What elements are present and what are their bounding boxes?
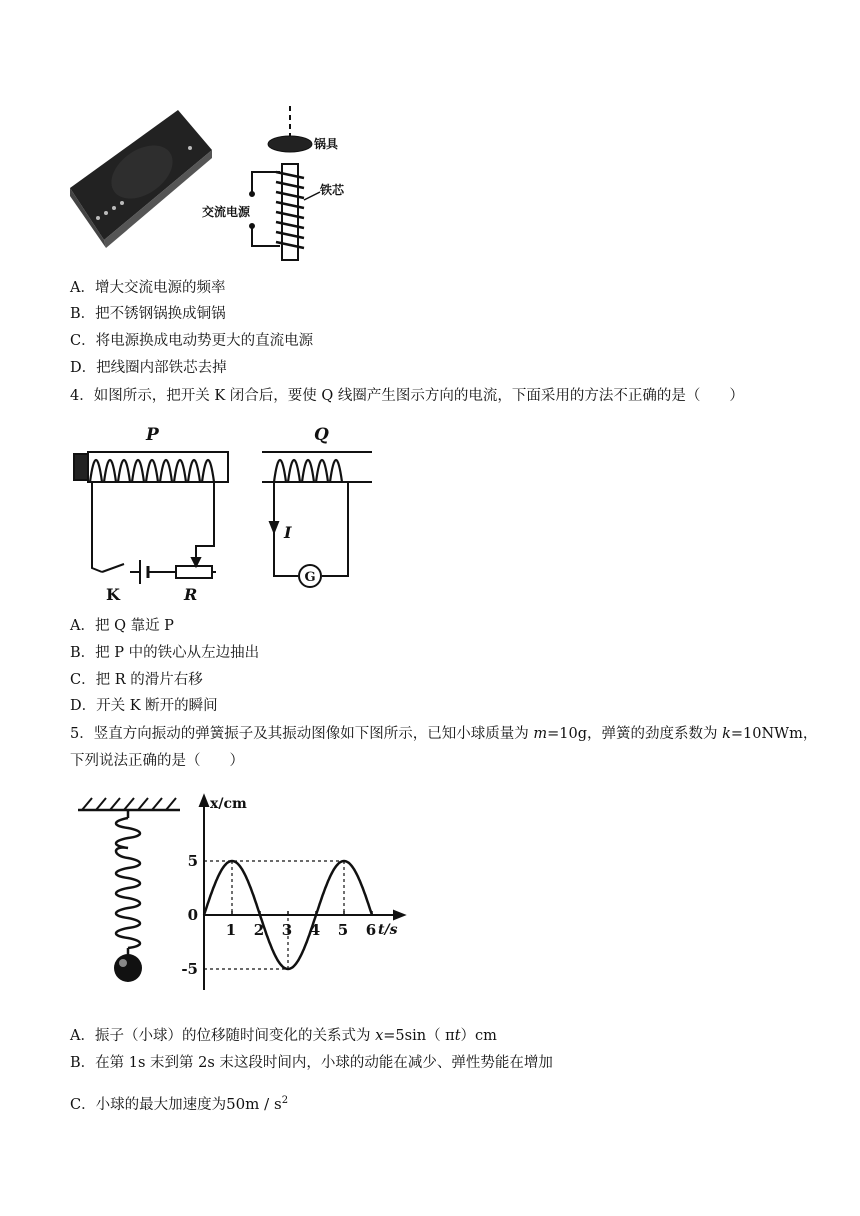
- q4-option-c: C．把 R 的滑片右移: [70, 672, 203, 688]
- x-axis-arrow: [394, 911, 404, 919]
- q5-option-b: B．在第 1s 末到第 2s 末这段时间内，小球的动能在减少、弹性势能在增加: [70, 1055, 553, 1071]
- q3-option-b: B．把不锈钢锅换成铜锅: [70, 306, 226, 322]
- rheostat-r-label: R: [184, 585, 198, 604]
- q5-stem-line2: 下列说法正确的是（ ）: [70, 753, 244, 769]
- x-tick-label: 1: [225, 921, 237, 939]
- q4-stem: 4．如图所示，把开关 K 闭合后，要使 Q 线圈产生图示方向的电流，下面采用的方法不正确的是（ ）: [70, 388, 744, 404]
- rheostat-r-shape: [176, 566, 212, 578]
- y-tick-label: 0: [187, 906, 198, 924]
- current-i-label: I: [284, 523, 292, 542]
- q5-option-c: C．小球的最大加速度为$50m / s^2$: [70, 1094, 289, 1113]
- pot-shape: [268, 136, 312, 152]
- q3-option-a: A．增大交流电源的频率: [70, 280, 226, 296]
- ac-source-label: 交流电源: [202, 205, 251, 219]
- y-axis-label: x/cm: [210, 796, 247, 812]
- pot-label: 锅具: [314, 137, 339, 151]
- current-arrow: [270, 522, 278, 532]
- q5-stem-line1: 5．竖直方向振动的弹簧振子及其振动图像如下图所示，已知小球质量为 m=10g，弹簧的劲度系数为 k=10NWm，: [70, 726, 818, 742]
- vibration-graph: [178, 792, 410, 1002]
- coil-q-label: Q: [314, 425, 329, 445]
- iron-core-label: 铁芯: [320, 183, 345, 197]
- y-tick-label: 5: [187, 852, 198, 870]
- switch-k-shape: [102, 564, 124, 572]
- p-core-end: [74, 454, 88, 480]
- q3-option-c: C．将电源换成电动势更大的直流电源: [70, 333, 314, 349]
- q5-option-a: A．振子（小球）的位移随时间变化的关系式为 x=5sin（ πt）cm: [70, 1028, 497, 1044]
- spring-shape: [116, 818, 140, 948]
- q4-option-a: A．把 Q 靠近 P: [70, 618, 174, 634]
- q3-option-d: D．把线圈内部铁芯去掉: [70, 360, 227, 376]
- x-tick-label: 2: [253, 921, 265, 939]
- spring-oscillator-figure: [72, 792, 192, 998]
- q4-option-d: D．开关 K 断开的瞬间: [70, 698, 218, 714]
- q4-option-b: B．把 P 中的铁心从左边抽出: [70, 645, 260, 661]
- switch-k-label: K: [106, 585, 120, 604]
- x-axis-label: t/s: [378, 922, 398, 938]
- x-tick-label: 5: [337, 921, 349, 939]
- galvanometer-g-label: G: [304, 570, 316, 585]
- induction-cooker-figure: [66, 100, 356, 272]
- ball-shape: [114, 954, 142, 982]
- x-tick-label: 4: [309, 921, 321, 939]
- x-tick-label: 3: [281, 921, 293, 939]
- coils-circuit-figure: [66, 418, 378, 608]
- induction-cooker-photo: [70, 110, 212, 248]
- coil-schematic: [250, 106, 321, 260]
- coil-p-label: P: [146, 425, 159, 445]
- y-tick-label: -5: [181, 960, 198, 978]
- x-tick-label: 6: [365, 921, 377, 939]
- y-axis-arrow: [200, 796, 208, 806]
